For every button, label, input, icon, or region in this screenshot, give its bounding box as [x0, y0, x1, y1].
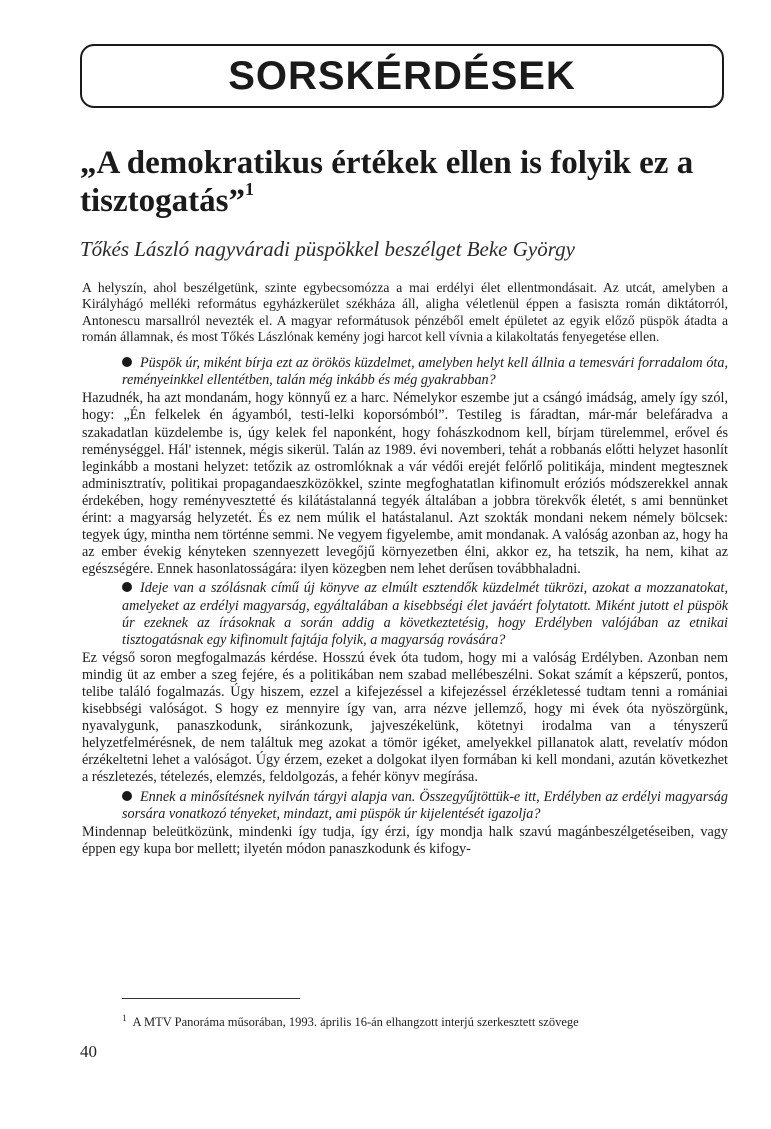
headline-footnote-marker: 1: [244, 179, 254, 199]
footnote-divider: [122, 998, 300, 999]
headline: [80, 144, 700, 220]
headline-text: „A demokratikus értékek ellen is folyik ez a tisztogatás”: [80, 145, 694, 219]
section-banner: SORSKÉRDÉSEK: [80, 44, 724, 108]
answer-1: Hazudnék, ha azt mondanám, hogy könnyű ez a harc. Némelykor eszembe jut a csángó imádság, amely így szól, hogy: „Én felkelek én ágyamból, testi-lelki koporsómból”. Testileg is fáradtan, már-már belefáradva a szakadatlan küzdelembe is, úgy kelek fel naponként, hogy fohászkodnom kell, bírjam türelemmel, erővel és reménységgel. Hál' istennek, mégis sikerül. Talán az 1989. évi novemberi, tehát a robbanás előtti helyzet hasonlít leginkább a mostani helyzet: tetőzik az ostromlóknak a vár védői erejét felőrlő politikája, mindent megtesznek adminisztratív, politikai propagandaeszközökkel, szinte megfoghatatlan kifinomult eróziós módszerekkel annak érdekében, hogy reményvesztetté és kilátástalanná tegyék általában a jobbra törekvők életét, s ami bennünket érint: a magyarság helyzetét. És ez nem múlik el hatástalanul. Azt szokták mondani nekem némely bölcsek: tegyek úgy, mintha nem történne semmi. Ne vegyem figyelembe, amit mondanak. A valóság azonban az, hogy ha az ember évekig kényteken szennyezett levegőjű környezetben élni, akkor ez, ha tetszik, ha nem, kihat az egészségére. Ennek hasonlatosságára: ilyen közegben nem lehet derűsen továbbhaladni.: [82, 390, 728, 578]
article-body: [82, 280, 728, 858]
question-1-text: Püspök úr, miként bírja ezt az örökös küzdelmet, amelyben helyt kell állnia a temesvári forradalom óta, reményeinkkel ellentétben, talán még inkább és még gyakrabban?: [122, 355, 728, 389]
answer-2: Ez végső soron megfogalmazás kérdése. Hosszú évek óta tudom, hogy mi a valóság Erdélyben. Azonban nem mindig üt az ember a szeg fejére, és a politikában nem szabad mellébeszélni. Sokat számít a képszerű, pontos, telibe találó fogalmazás. Úgy hiszem, ezzel a kifejezéssel a kifejezéssel érzékletessé tudtam tenni a romániai kisebbségi valóságot. S hogy ez mennyire így van, arra nézve jellemző, hogy mi évek óta nyöszörgünk, nyavalygunk, panaszkodunk, siránkozunk, jajveszékelünk, kötetnyi irodalma van a tényszerű helyzetfelmérésnek, de nem találtuk meg azokat a tömör igéket, amelyekkel pillanatok alatt, revelatív módon érzékeltetni lehet a valóságot. Úgy érzem, ezeket a dolgokat ilyen formában ki kell mondani, azután következhet a részletezés, tételezés, elemzés, feldolgozás, a fehér könyv megírása.: [82, 649, 728, 786]
bullet-icon: [122, 357, 132, 367]
question-1: [82, 355, 728, 389]
bullet-icon: [122, 791, 132, 801]
answer-3: Mindennap beleütközünk, mindenki így tudja, így érzi, így mondja halk szavú magánbeszélgetéseiben, vagy éppen egy kupa bor mellett; ilyetén módon panaszkodunk és kifogy-: [82, 823, 728, 857]
footnote-text: A MTV Panoráma műsorában, 1993. április 16-án elhangzott interjú szerkesztett szövege: [132, 1015, 579, 1029]
page-number: 40: [80, 1042, 97, 1061]
bullet-icon: [122, 582, 132, 592]
footnote-marker: 1: [122, 1013, 127, 1023]
question-3: [82, 789, 728, 823]
byline: Tőkés László nagyváradi püspökkel beszélget Beke György: [80, 237, 575, 261]
question-2-text: Ideje van a szólásnak című új könyve az elmúlt esztendők küzdelmét tükrözi, azokat a mozzanatokat, amelyeket az erdélyi magyarság, egyáltalában a kisebbségi élet javáért folytatott. Miként jutott el püspök úr ezeknek az írásoknak a során addig a következtetésig, hogy Erdélyben valójában az etnikai tisztogatásnak egy kifinomult fajtája folyik, a magyarság rovására?: [122, 580, 728, 648]
question-2: [82, 580, 728, 648]
footnote: [122, 1010, 722, 1030]
intro-paragraph: A helyszín, ahol beszélgetünk, szinte egybecsomózza a mai erdélyi élet ellentmondásait. Az utcát, amelyben a Királyhágó melléki református egyházkerület székháza áll, aligha véletlenül éppen a fasiszta román diktátorról, Antonescu marsallról nevezték el. A magyar reformátusok pénzéből emelt épületet az egyik előző püspök átadta a román államnak, és most Tőkés Lászlónak kemény jogi harcot kell vívnia a kilakoltatás fenyegetése ellen.: [82, 280, 728, 344]
question-3-text: Ennek a minősítésnek nyilván tárgyi alapja van. Összegyűjtöttük-e itt, Erdélyben az erdélyi magyarság sorsára vonatkozó tényeket, mindazt, ami püspök úr kijelentését igazolja?: [122, 788, 728, 822]
